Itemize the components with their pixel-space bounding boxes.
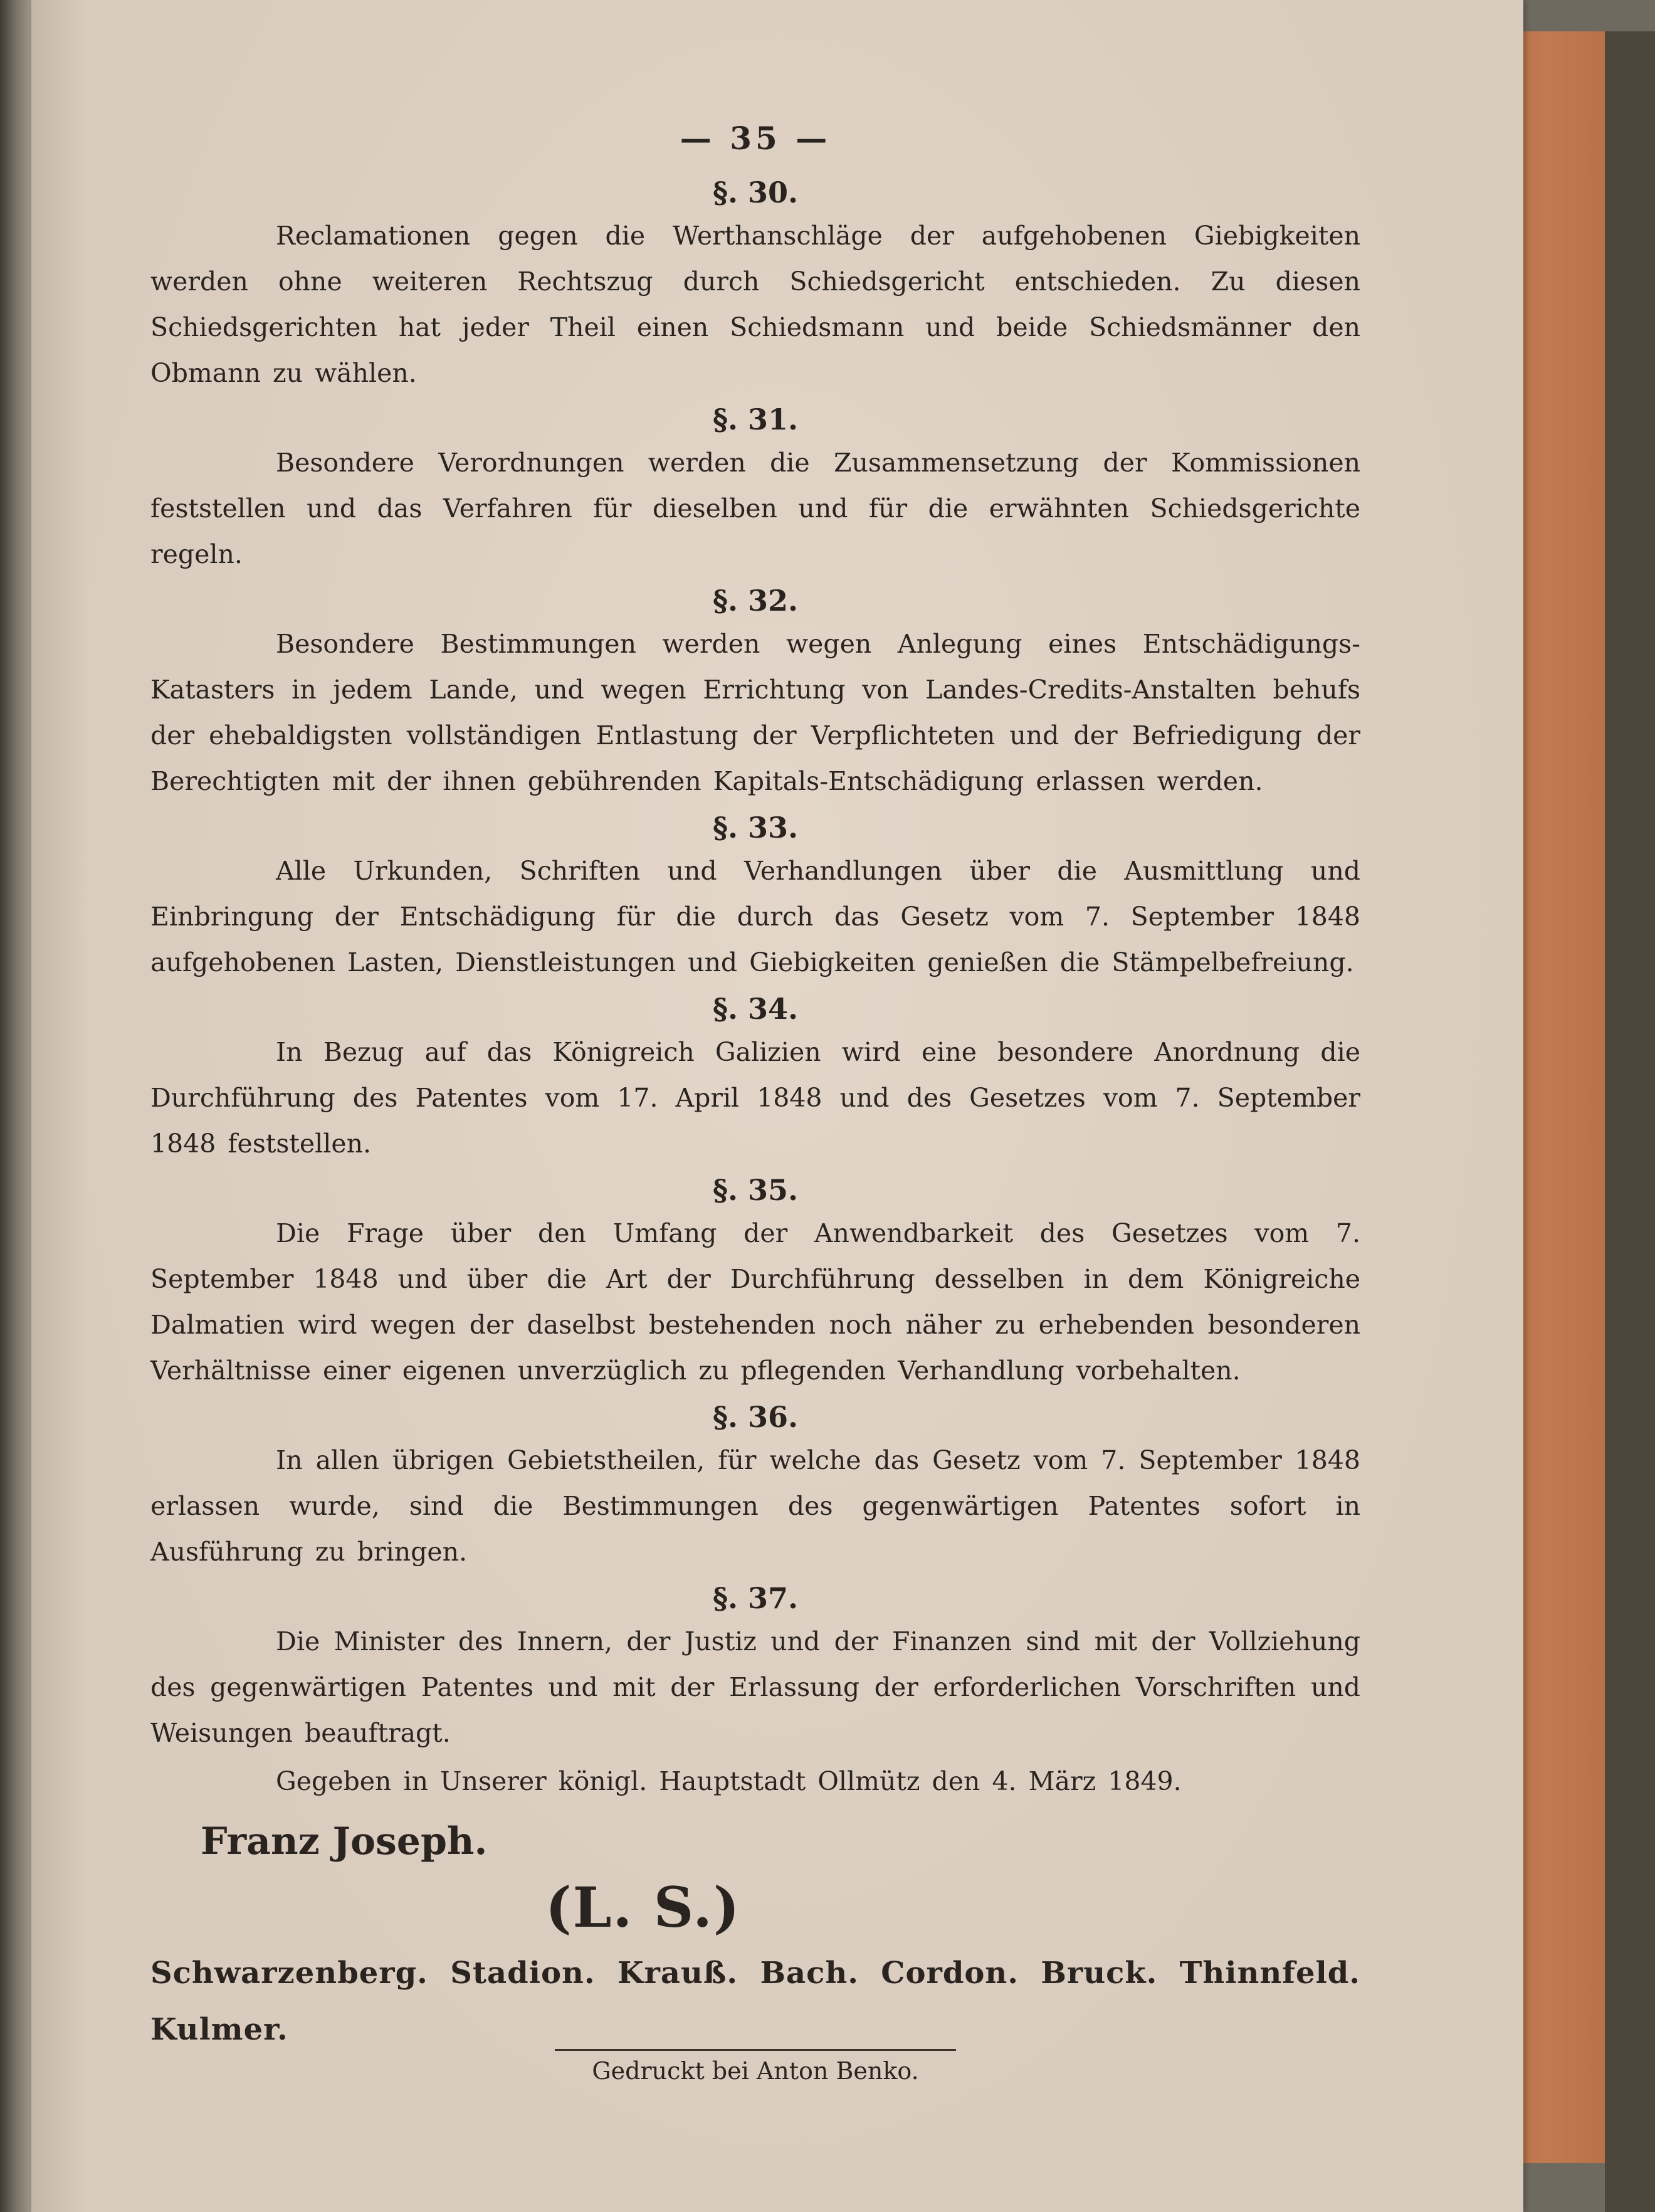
section-37: [150, 1577, 1360, 1756]
section-text: In Bezug auf das Königreich Galizien wird eine besondere Anordnung die Durchführung des Patentes vom 17. April 1848 und des Gesetzes vom 7. September 1848 feststellen.: [150, 1037, 1360, 1159]
section-heading: §. 30.: [712, 176, 799, 209]
minister-signatures: Schwarzenberg. Stadion. Krauß. Bach. Cordon. Bruck. Thinnfeld. Kulmer.: [150, 1956, 1360, 2047]
page-content: [150, 119, 1360, 2091]
section-heading: §. 37.: [712, 1581, 799, 1615]
section-text: Alle Urkunden, Schriften und Verhandlungen über die Ausmittlung und Einbringung der Entschädigung für die durch das Gesetz vom 7. September 1848 aufgehobenen Lasten, Dienstleistungen und Giebigkeiten genießen die Stämpelbefreiung.: [150, 856, 1360, 977]
section-heading: §. 34.: [712, 992, 799, 1026]
section-text: Die Frage über den Umfang der Anwendbarkeit des Gesetzes vom 7. September 1848 und über die Art der Durchführung desselben in dem Königreiche Dalmatien wird wegen der daselbst bestehenden noch näher zu erhebenden besonderen Verhältnisse einer eigenen unverzüglich zu pflegenden Verhandlung vorbehalten.: [150, 1218, 1360, 1386]
section-31: [150, 399, 1360, 577]
section-text: Die Minister des Innern, der Justiz und der Finanzen sind mit der Vollziehung des gegenwärtigen Patentes und mit der Erlassung der erforderlichen Vorschriften und Weisungen beauftragt.: [150, 1626, 1360, 1748]
book-back-edge: [1605, 31, 1655, 2212]
printer-imprint: Gedruckt bei Anton Benko.: [592, 2057, 919, 2085]
section-text: Reclamationen gegen die Werthanschläge der aufgehobenen Giebigkeiten werden ohne weiteren Rechtszug durch Schiedsgericht entschieden. Zu diesen Schiedsgerichten hat jeder Theil einen Schiedsmann und beide Schiedsmänner den Obmann zu wählen.: [150, 221, 1360, 388]
section-text: In allen übrigen Gebietstheilen, für welche das Gesetz vom 7. September 1848 erlassen wurde, sind die Bestimmungen des gegenwärtigen Patentes sofort in Ausführung zu bringen.: [150, 1445, 1360, 1567]
seal-mark: (L. S.): [545, 1875, 741, 1940]
section-heading: §. 35.: [712, 1173, 799, 1207]
section-heading: §. 36.: [712, 1400, 799, 1434]
section-heading: §. 33.: [712, 811, 799, 845]
section-36: [150, 1396, 1360, 1575]
section-35: [150, 1169, 1360, 1394]
section-text: Besondere Bestimmungen werden wegen Anlegung eines Entschädigungs-Katasters in jedem Lande, und wegen Errichtung von Landes-Credits-Anstalten behufs der ehebaldigsten vollständigen Entlastung der Verpflichteten und der Befriedigung der Berechtigten mit der ihnen gebührenden Kapitals-Entschädigung erlassen werden.: [150, 629, 1360, 796]
section-text: Besondere Verordnungen werden die Zusammensetzung der Kommissionen feststellen und das Verfahren für dieselben und für die erwähnten Schiedsgerichte regeln.: [150, 448, 1360, 569]
section-32: [150, 580, 1360, 804]
section-heading: §. 32.: [712, 584, 799, 618]
section-34: [150, 988, 1360, 1167]
document-page: [31, 0, 1523, 2212]
given-line: Gegeben in Unserer königl. Hauptstadt Ollmütz den 4. März 1849.: [276, 1766, 1182, 1796]
page-number: — 35 —: [680, 120, 831, 157]
section-33: [150, 807, 1360, 986]
signature: Franz Joseph.: [201, 1820, 488, 1863]
section-heading: §. 31.: [712, 403, 799, 436]
section-30: [150, 172, 1360, 396]
